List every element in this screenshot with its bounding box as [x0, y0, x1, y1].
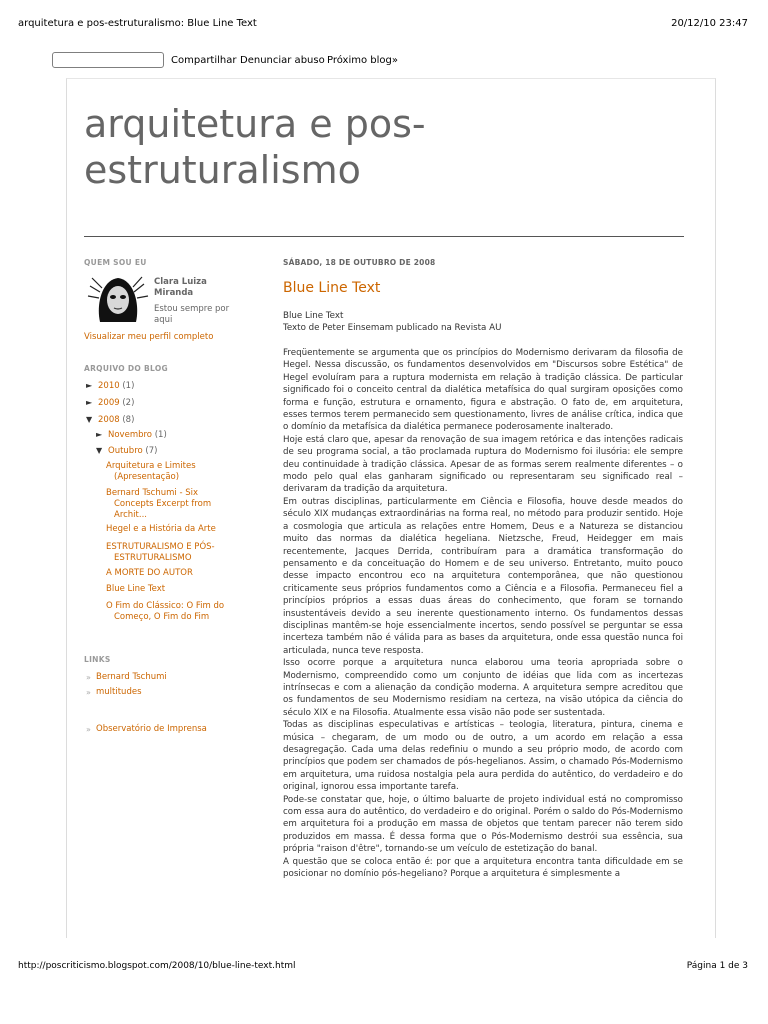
archive-post-link[interactable]: Blue Line Text	[106, 584, 166, 594]
view-full-profile-link[interactable]: Visualizar meu perfil completo	[84, 332, 214, 342]
print-header	[18, 18, 748, 32]
post-title[interactable]: Blue Line Text	[283, 280, 381, 296]
bullet-icon: »	[86, 725, 91, 734]
collapse-icon[interactable]: ▼	[96, 446, 103, 455]
search-input[interactable]	[52, 52, 164, 68]
archive-year-2008[interactable]: 2008 (8)	[98, 415, 135, 425]
profile-description: Estou sempre por aqui	[154, 304, 230, 325]
archive-post-link[interactable]: Hegel e a História da Arte	[106, 524, 216, 534]
archive-month-october[interactable]: Outubro (7)	[108, 446, 158, 456]
post-body	[283, 347, 683, 933]
post-subtitle: Blue Line Text	[283, 311, 344, 321]
archive-post-link[interactable]: A MORTE DO AUTOR	[106, 568, 193, 578]
collapse-icon[interactable]: ▼	[86, 415, 93, 424]
post-paragraph: A questão que se coloca então é: por que a arquitetura encontra tanta dificuldade em se posicionar no domínio pós-hegeliano? Porque a arquitetura é simplesmente a	[283, 856, 683, 880]
post-paragraph: Todas as disciplinas especulativas e artísticas – teologia, literatura, pintura, cinema e música – chegaram, de um modo ou de outro, a um acordo em relação a essa desagregação. Cada uma delas redefiniu o mundo a seu próprio modo, de acordo com princípios que podem ser chamados de pós-hegelianos. Assim, o chamado Pós-Modernismo em arquitetura, uma ruidosa nostalgia pela aura perdida do autêntico, do verdadeiro e do original, ignorou essa importante tarefa.	[283, 720, 683, 793]
links-item[interactable]: Observatório de Imprensa	[96, 724, 207, 734]
archive-post-link[interactable]: Bernard Tschumi - Six Concepts Excerpt from Archit...	[106, 488, 212, 520]
post-paragraph: Pode-se constatar que, hoje, o último baluarte de projeto individual está no compromisso com essa aura do autêntico, do verdadeiro e do original. Porém o saldo do Pós-Modernismo em arquitetura foi a produção em massa de objetos que tentam parecer não terem sido produzidos em massa. É dessa forma que o Pós-Modernismo destrói sua essência, sua própria "raison d'être", tornando-se um veículo de estetização do banal.	[283, 794, 683, 855]
bullet-icon: »	[86, 688, 91, 697]
archive-year-2010[interactable]: 2010 (1)	[98, 381, 135, 391]
page-number: Página 1 de 3	[686, 961, 748, 971]
links-heading: LINKS	[84, 655, 111, 664]
avatar[interactable]	[86, 274, 150, 322]
post-paragraph: Freqüentemente se argumenta que os princípios do Modernismo derivaram da filosofia de Hegel. Nessa discussão, os fundamentos desenvolvidos em "Discursos sobre Estética" de Hegel evoluíram para a ruptura modernista em relação à tradição clássica. De particular significado foi o conceito central da dialética metafísica do qual surgiram oposições como forma e função, estrutura e ornamento, figura e abstração. O fato de, em arquitetura, esses termos terem permanecido sem questionamento, livres de análise crítica, indica que o domínio da metafísica da dialética permanece poderosamente inalterado.	[283, 348, 683, 433]
archive-post-link[interactable]: O Fim do Clássico: O Fim do Começo, O Fim do Fim	[106, 601, 225, 622]
post-paragraph: Hoje está claro que, apesar da renovação de sua imagem retórica e das intenções radicais de seu programa social, a tão proclamada ruptura do Modernismo foi ilusória: ele sempre deu continuidade à tradição clássica. Apesar de as formas serem realmente diferentes – o modo pelo qual elas ganharam significado ou representaram seu significado real – derivaram da tradição da arquitetura.	[283, 434, 683, 495]
profile-name[interactable]: Clara Luiza Miranda	[154, 277, 207, 298]
expand-icon[interactable]: ►	[86, 381, 93, 390]
blog-title-line: estruturalismo	[84, 148, 361, 192]
share-link[interactable]: Compartilhar	[171, 55, 237, 66]
post-paragraph: Isso ocorre porque a arquitetura nunca elaborou uma teoria apropriada sobre o Modernismo, compreendido como um conjunto de idéias que lida com as incertezas intrínsecas e com a alienação da condição moderna. A arquitetura sempre acreditou que os fundamentos de seu Modernismo residiam na certeza, na visão utópica da ciência do século XIX e na Filosofia. Atualmente essa visão não pode ser sustentada.	[283, 658, 683, 718]
print-datetime: 20/12/10 23:47	[671, 18, 748, 29]
archive-month-november[interactable]: Novembro (1)	[108, 430, 167, 440]
print-footer	[18, 961, 748, 975]
archive-post-link[interactable]: ESTRUTURALISMO E PÓS- ESTRUTURALISMO	[106, 542, 215, 563]
links-item[interactable]: multitudes	[96, 687, 142, 697]
print-page-title: arquitetura e pos-estruturalismo: Blue Line Text	[18, 18, 257, 29]
header-divider	[84, 236, 684, 237]
archive-heading: ARQUIVO DO BLOG	[84, 364, 168, 373]
post-date: SÁBADO, 18 DE OUTUBRO DE 2008	[283, 258, 436, 267]
expand-icon[interactable]: ►	[86, 398, 93, 407]
archive-post-link[interactable]: Arquitetura e Limites (Apresentação)	[106, 461, 196, 482]
archive-year-2009[interactable]: 2009 (2)	[98, 398, 135, 408]
post-paragraph: Em outras disciplinas, particularmente em Ciência e Filosofia, houve desde meados do século XIX mudanças extraordinárias na forma real, no método para produzir sentido. Hoje a cosmologia que articula as relações entre Homem, Deus e a Natureza se distanciou muito das normas da dialética hegeliana. Nietzsche, Freud, Heidegger em mais recentemente, Jacques Derrida, contribuíram para a dramática transformação do pensamento e da conceituação do Homem e de seu universo. Entretanto, muito pouco desse impacto encontrou eco na arquitetura contemporânea, que não questionou criticamente seus próprios fundamentos como a Ciência e a Filosofia. Permaneceu fiel a princípios próprios a essas duas áreas do conhecimento, que foram se tornando insustentáveis devido a seu inerente questionamento interno. Os fundamentos dessas disciplinas mantêm-se hoje essencialmente incertos, sendo possível se perguntar se essa incerteza também não é válida para as bases da arquitetura, onde essa questão nunca foi articulada, nunca teve resposta.	[283, 496, 683, 656]
expand-icon[interactable]: ►	[96, 430, 103, 439]
blog-title-line: arquitetura e pos-	[84, 102, 426, 146]
blog-title[interactable]	[84, 101, 644, 193]
post-byline: Texto de Peter Einsemam publicado na Revista AU	[283, 323, 502, 333]
bullet-icon: »	[86, 673, 91, 682]
about-heading: QUEM SOU EU	[84, 258, 147, 267]
next-blog-link[interactable]: Próximo blog»	[327, 55, 399, 66]
links-item[interactable]: Bernard Tschumi	[96, 672, 167, 682]
page-url: http://poscriticismo.blogspot.com/2008/10/blue-line-text.html	[18, 961, 296, 971]
report-abuse-link[interactable]: Denunciar abuso	[240, 55, 325, 66]
